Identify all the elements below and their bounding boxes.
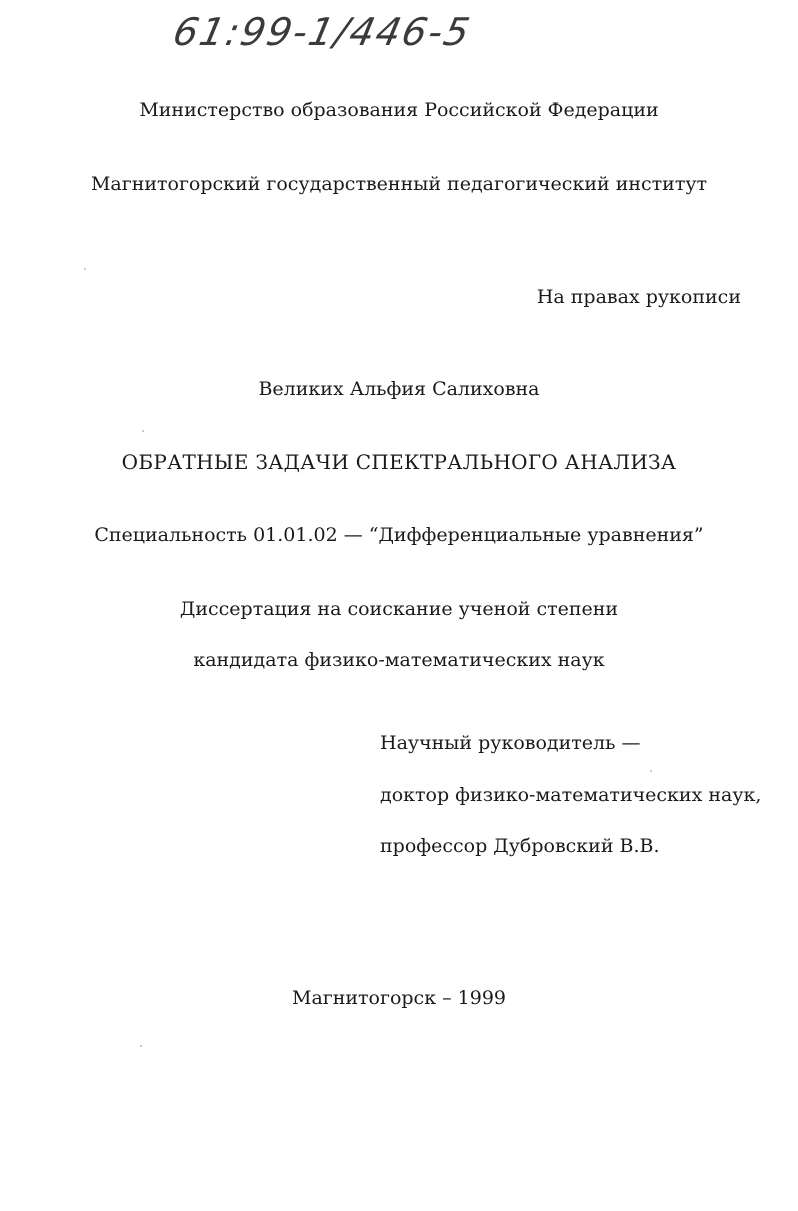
dissertation-degree-line1: Диссертация на соискание ученой степени xyxy=(179,598,619,620)
manuscript-rights: На правах рукописи xyxy=(536,286,741,308)
supervisor-name: профессор Дубровский В.В. xyxy=(380,835,660,857)
ministry-line: Министерство образования Российской Федерации xyxy=(139,99,659,121)
author-name: Великих Альфия Салиховна xyxy=(258,378,540,400)
scan-speck xyxy=(142,430,144,432)
dissertation-degree-line2: кандидата физико-математических наук xyxy=(193,649,605,671)
dissertation-title: ОБРАТНЫЕ ЗАДАЧИ СПЕКТРАЛЬНОГО АНАЛИЗА xyxy=(121,450,677,474)
city-year: Магнитогорск – 1999 xyxy=(291,987,507,1009)
scan-speck xyxy=(84,268,86,270)
supervisor-degree: доктор физико-математических наук, xyxy=(380,784,762,806)
scan-speck xyxy=(140,1045,142,1047)
scan-speck xyxy=(650,770,652,772)
archive-number-handwritten: 61:99-1/446-5 xyxy=(169,10,476,54)
institute-line: Магнитогорский государственный педагогический институт xyxy=(90,173,708,195)
supervisor-label: Научный руководитель — xyxy=(380,732,641,754)
specialty-line: Специальность 01.01.02 — “Дифференциальные уравнения” xyxy=(94,524,704,546)
